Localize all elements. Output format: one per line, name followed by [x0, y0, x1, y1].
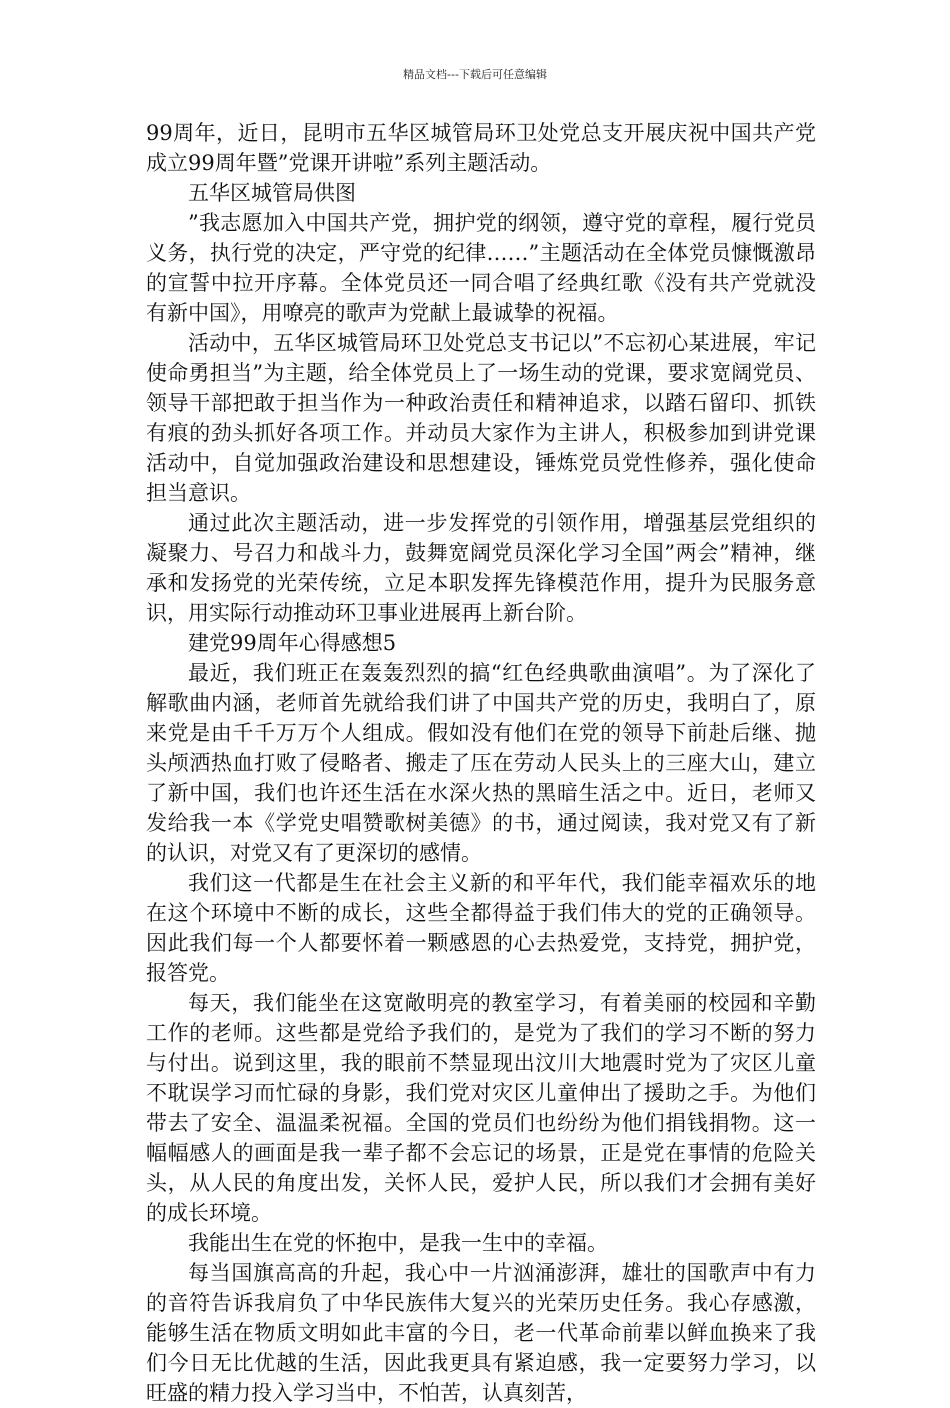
document-body — [146, 118, 816, 1408]
section-heading: 建党99周年心得感想5 — [188, 631, 397, 655]
paragraph: ”我志愿加入中国共产党，拥护党的纲领，遵守党的章程，履行党员义务，执行党的决定，严守党的纪律……”主题活动在全体党员慷慨激昂的宣誓中拉开序幕。全体党员还一同合唱了经典红歌《没有共产党就没有新中国》，用嘹亮的歌声为党献上最诚挚的祝福。 — [146, 211, 816, 325]
paragraph: 通过此次主题活动，进一步发挥党的引领作用，增强基层党组织的凝聚力、号召力和战斗力，鼓舞宽阔党员深化学习全国”两会”精神，继承和发扬党的光荣传统，立足本职发挥先锋模范作用，提升为民服务意识，用实际行动推动环卫事业进展再上新台阶。 — [146, 511, 816, 625]
paragraph: 每天，我们能坐在这宽敞明亮的教室学习，有着美丽的校园和辛勤工作的老师。这些都是党给予我们的，是党为了我们的学习不断的努力与付出。说到这里，我的眼前不禁显现出汶川大地震时党为了灾区儿童不耽误学习而忙碌的身影，我们党对灾区儿童伸出了援助之手。为他们带去了安全、温温柔祝福。全国的党员们也纷纷为他们捐钱捐物。这一幅幅感人的画面是我一辈子都不会忘记的场景，正是党在事情的危险关头，从人民的角度出发，关怀人民，爱护人民，所以我们才会拥有美好的成长环境。 — [146, 991, 816, 1225]
page-header: 精品文档---下载后可任意编辑 — [403, 68, 547, 81]
image-credit: 五华区城管局供图 — [188, 181, 356, 205]
paragraph: 每当国旗高高的升起，我心中一片汹涌澎湃，雄壮的国歌声中有力的音符告诉我肩负了中华民族伟大复兴的光荣历史任务。我心存感激，能够生活在物质文明如此丰富的今日，老一代革命前辈以鲜血换来了我们今日无比优越的生活，因此我更具有紧迫感，我一定要努力学习，以旺盛的精力投入学习当中，不怕苦，认真刻苦， — [146, 1261, 816, 1405]
paragraph: 99周年，近日，昆明市五华区城管局环卫处党总支开展庆祝中国共产党成立99周年暨”党课开讲啦”系列主题活动。 — [146, 121, 816, 175]
paragraph: 最近，我们班正在轰轰烈烈的搞“红色经典歌曲演唱”。为了深化了解歌曲内涵，老师首先就给我们讲了中国共产党的历史，我明白了，原来党是由千千万万个人组成。假如没有他们在党的领导下前赴后继、抛头颅洒热血打败了侵略者、搬走了压在劳动人民头上的三座大山，建立了新中国，我们也许还生活在水深火热的黑暗生活之中。近日，老师又发给我一本《学党史唱赞歌树美德》的书，通过阅读，我对党又有了新的认识，对党又有了更深切的感情。 — [146, 661, 816, 865]
paragraph: 活动中，五华区城管局环卫处党总支书记以”不忘初心某进展，牢记使命勇担当”为主题，给全体党员上了一场生动的党课，要求宽阔党员、领导干部把敢于担当作为一种政治责任和精神追求，以踏石留印、抓铁有痕的劲头抓好各项工作。并动员大家作为主讲人，积极参加到讲党课活动中，自觉加强政治建设和思想建设，锤炼党员党性修养，强化使命担当意识。 — [146, 331, 816, 505]
paragraph: 我们这一代都是生在社会主义新的和平年代，我们能幸福欢乐的地在这个环境中不断的成长，这些全都得益于我们伟大的党的正确领导。因此我们每一个人都要怀着一颗感恩的心去热爱党，支持党，拥护党，报答党。 — [146, 871, 816, 985]
paragraph: 我能出生在党的怀抱中，是我一生中的幸福。 — [188, 1231, 608, 1255]
